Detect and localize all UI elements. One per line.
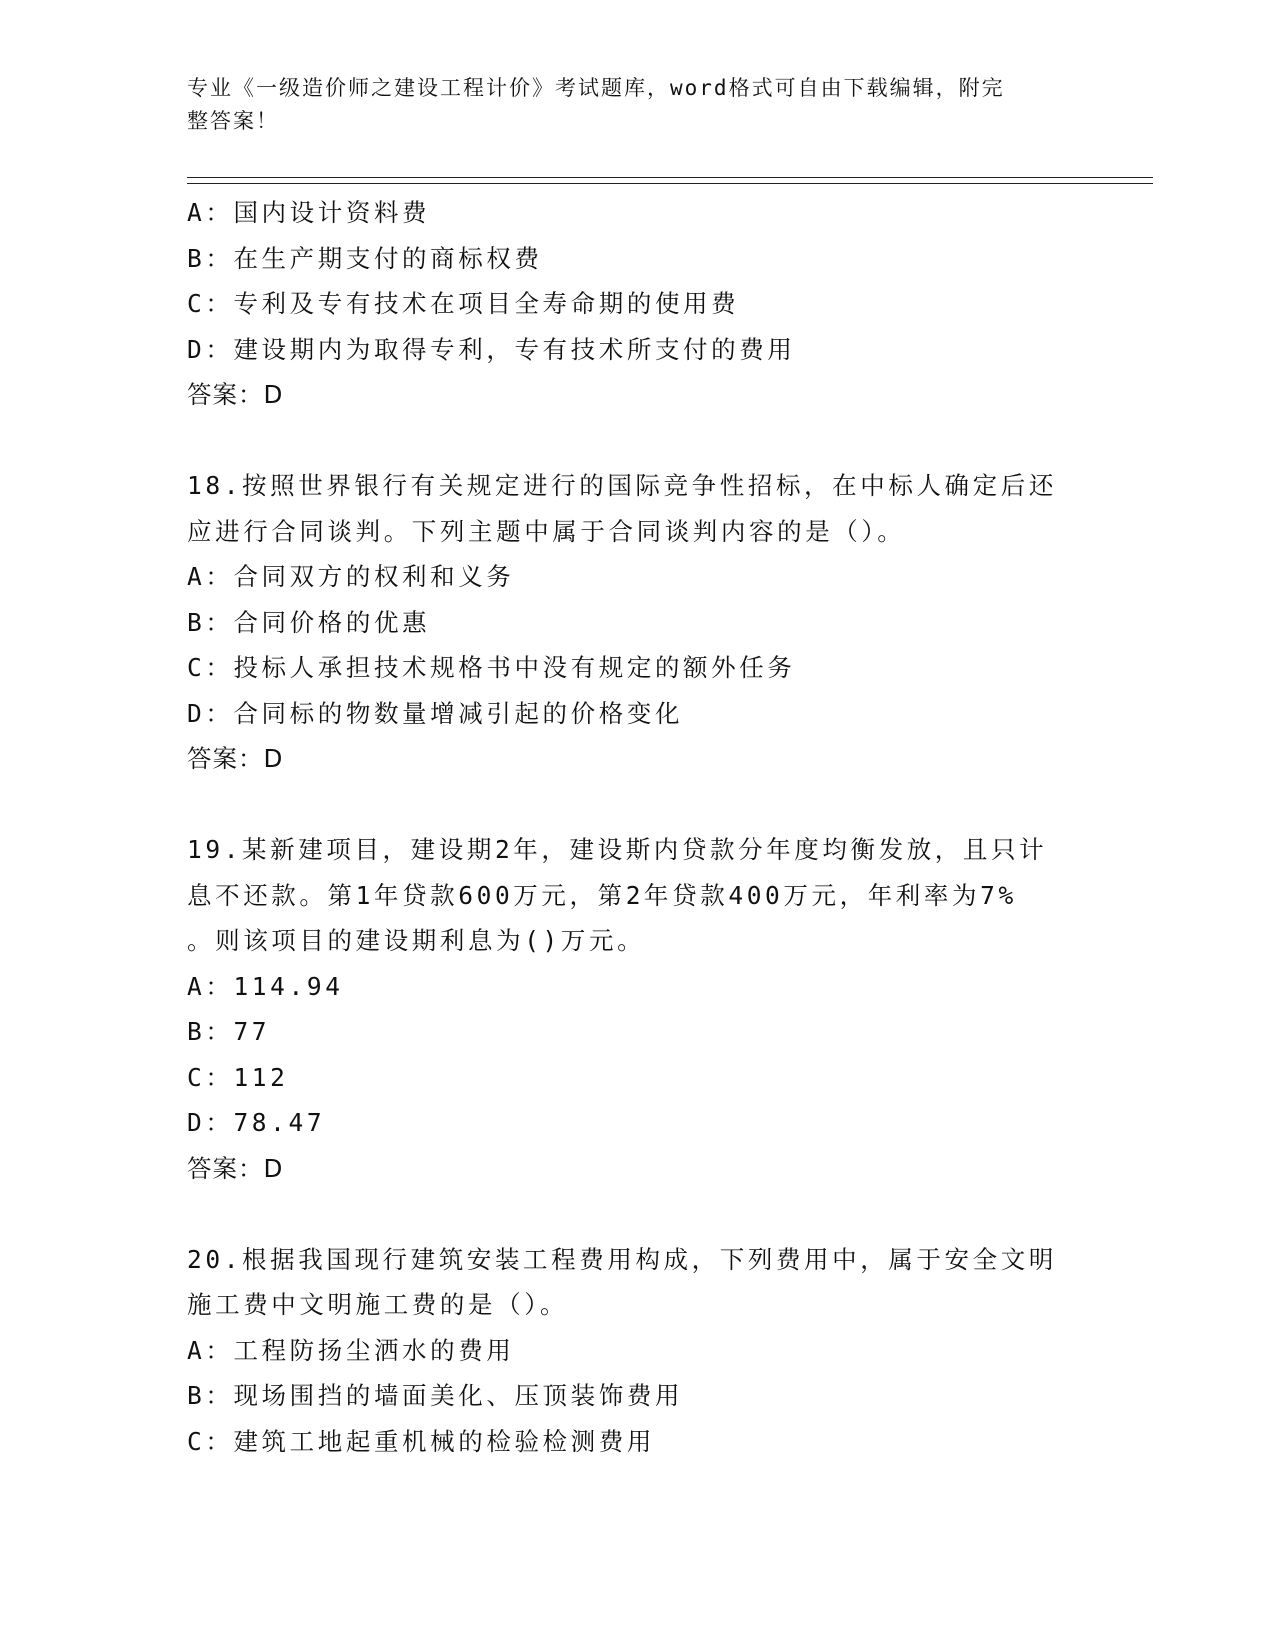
option-c: C：112 [187,1062,289,1092]
header-divider-bottom [187,183,1153,184]
option-a: A：114.94 [187,971,344,1001]
question-17-block [187,190,1087,418]
question-20-block [187,1237,1087,1465]
question-list [187,190,1087,1464]
option-a: A：合同双方的权利和义务 [187,562,515,591]
option-a: A：国内设计资料费 [187,198,431,227]
option-d: D：合同标的物数量增减引起的价格变化 [187,698,684,728]
spacer [187,782,1087,828]
header-line-2: 整答案！ [187,109,279,133]
question-stem-line: 20.根据我国现行建筑安装工程费用构成，下列费用中，属于安全文明 [187,1244,1057,1274]
option-b: B：合同价格的优惠 [187,607,431,637]
question-stem-line: 施工费中文明施工费的是（）。 [187,1290,569,1319]
option-c: C：建筑工地起重机械的检验检测费用 [187,1426,655,1456]
option-a: A：工程防扬尘洒水的费用 [187,1335,515,1365]
question-stem-line: 应进行合同谈判。下列主题中属于合同谈判内容的是（）。 [187,516,906,546]
question-18-block [187,463,1087,782]
answer-line: 答案：D [187,744,284,773]
question-stem-line: 19.某新建项目，建设期2年，建设斯内贷款分年度均衡发放，且只计 [187,835,1048,864]
option-c: C：专利及专有技术在项目全寿命期的使用费 [187,289,740,318]
document-header [187,72,1087,138]
question-19-block [187,827,1087,1191]
option-d: D：建设期内为取得专利，专有技术所支付的费用 [187,334,796,364]
question-stem-line: 18.按照世界银行有关规定进行的国际竞争性招标，在中标人确定后还 [187,471,1057,500]
question-stem-line: 。则该项目的建设期利息为()万元。 [187,926,646,955]
answer-line: 答案：D [187,380,284,409]
header-divider-top [187,177,1153,178]
question-stem-line: 息不还款。第1年贷款600万元，第2年贷款400万元，年利率为7% [187,880,1017,910]
answer-line: 答案：D [187,1153,284,1183]
option-c: C：投标人承担技术规格书中没有规定的额外任务 [187,653,796,682]
header-line-1: 专业《一级造价师之建设工程计价》考试题库，word格式可自由下载编辑，附完 [187,76,1005,100]
spacer [187,418,1087,464]
option-b: B：77 [187,1017,271,1046]
option-b: B：现场围挡的墙面美化、压顶装饰费用 [187,1381,684,1410]
option-d: D：78.47 [187,1108,326,1137]
spacer [187,1191,1087,1237]
option-b: B：在生产期支付的商标权费 [187,243,543,273]
